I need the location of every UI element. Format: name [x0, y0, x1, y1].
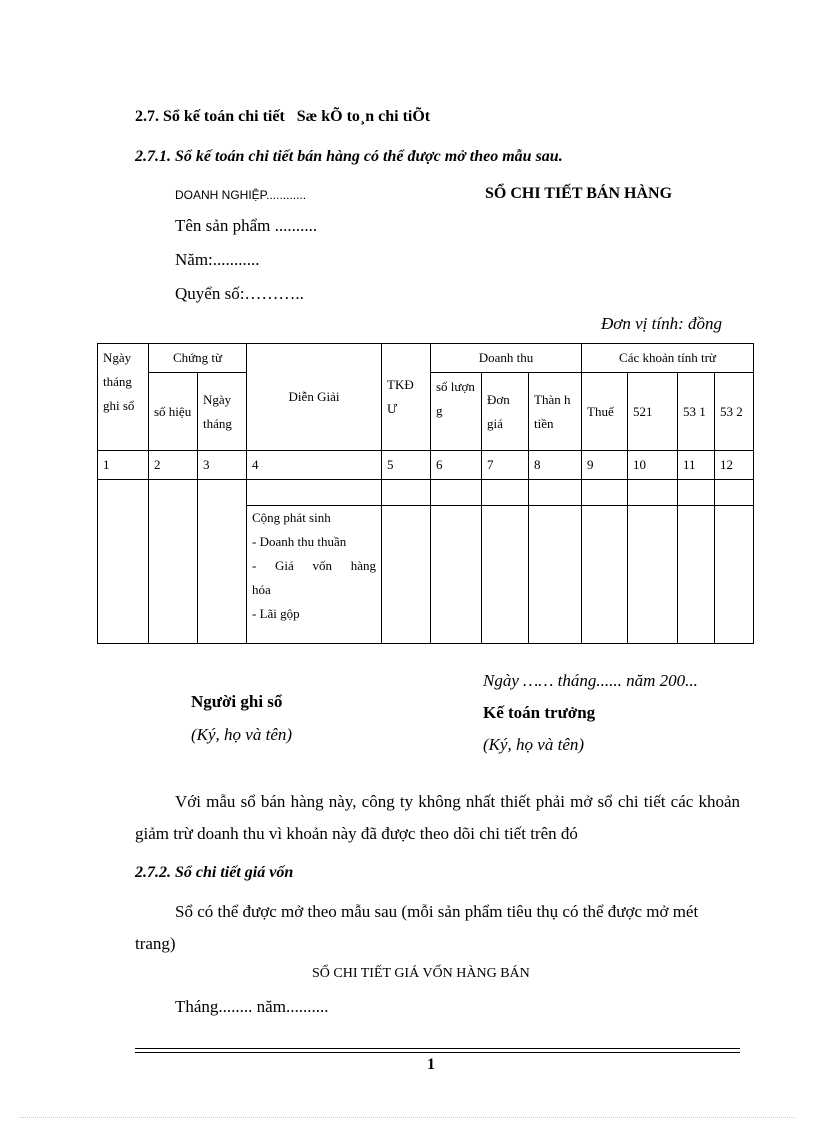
paragraph-2: Sổ có thể được mở theo mẫu sau (mỗi sản phẩm tiêu thụ có thể được mở mét trang): [135, 902, 699, 953]
cost-of-goods-cont: hóa: [252, 582, 271, 597]
col-number: 6: [431, 451, 482, 480]
year-line: Năm:...........: [175, 250, 260, 269]
summary-cell: [247, 506, 382, 644]
col-number: 1: [98, 451, 149, 480]
page-edge: [20, 1117, 796, 1118]
section-title-text: 2.7. Sổ kế toán chi tiết: [135, 108, 285, 125]
header-quantity: số lượn g: [431, 373, 482, 451]
col-number: 10: [628, 451, 678, 480]
col-number: 5: [382, 451, 431, 480]
header-description: Diễn Giải: [247, 344, 382, 451]
date-line: Ngày …… tháng...... năm 200...: [483, 671, 698, 690]
chief-accountant-title: Kế toán trưởng: [483, 703, 596, 722]
product-name-line: Tên sản phẩm ..........: [175, 216, 318, 235]
recorder-note: (Ký, họ và tên): [191, 725, 293, 744]
header-voucher-number: số hiệu: [149, 373, 198, 451]
footer-rule-top: [135, 1048, 740, 1049]
net-revenue: - Doanh thu thuần: [252, 534, 347, 549]
col-number: 2: [149, 451, 198, 480]
page-number: 1: [427, 1056, 435, 1073]
sales-ledger-table: [97, 343, 754, 644]
section-title: [135, 108, 430, 126]
gross-profit: - Lãi gộp: [252, 606, 300, 621]
footer-rule-bottom: [135, 1052, 740, 1053]
header-deductions: Các khoản tính trừ: [582, 344, 754, 373]
header-tax: Thuế: [582, 373, 628, 451]
cogs-ledger-period: Tháng........ năm..........: [175, 997, 329, 1016]
recorder-title: Người ghi sổ: [191, 692, 283, 711]
col-number: 8: [529, 451, 582, 480]
subsection-title-2: 2.7.2. Sổ chi tiết giá vốn: [135, 864, 294, 881]
header-amount: Thàn h tiền: [529, 373, 582, 451]
empty-entry-row: [98, 480, 754, 506]
section-title-garbled: Sæ kÕ to¸n chi tiÕt: [296, 108, 431, 125]
header-voucher-date: Ngày tháng: [198, 373, 247, 451]
col-number: 4: [247, 451, 382, 480]
header-531: 53 1: [678, 373, 715, 451]
header-521: 521: [628, 373, 678, 451]
total-arising: Cộng phát sinh: [252, 510, 331, 525]
unit-label: Đơn vị tính: đồng: [601, 314, 722, 333]
cogs-ledger-title: SỔ CHI TIẾT GIÁ VỐN HÀNG BÁN: [312, 966, 530, 981]
col-number: 3: [198, 451, 247, 480]
ledger-title: SỔ CHI TIẾT BÁN HÀNG: [485, 185, 673, 202]
col-number: 9: [582, 451, 628, 480]
paragraph-1: Với mẫu sổ bán hàng này, công ty không nhất thiết phải mở sổ chi tiết các khoản giảm trừ doanh thu vì khoản này đã được theo dõi chi tiết trên đó: [135, 792, 740, 843]
header-date: Ngày tháng ghi sổ: [98, 344, 149, 451]
header-revenue: Doanh thu: [431, 344, 582, 373]
cost-of-goods: - Giá vốn hàng: [252, 558, 376, 573]
col-number: 11: [678, 451, 715, 480]
col-number: 12: [715, 451, 754, 480]
header-532: 53 2: [715, 373, 754, 451]
header-account: TKĐ Ư: [382, 344, 431, 451]
header-voucher: Chứng từ: [149, 344, 247, 373]
book-number-line: Quyển số:………..: [175, 284, 304, 303]
subsection-title-1: 2.7.1. Sổ kế toán chi tiết bán hàng có thể được mở theo mẫu sau.: [135, 148, 563, 165]
header-unit-price: Đơn giá: [482, 373, 529, 451]
column-number-row: [98, 451, 754, 480]
col-number: 7: [482, 451, 529, 480]
company-label: DOANH NGHIỆP............: [175, 188, 307, 202]
chief-accountant-note: (Ký, họ và tên): [483, 735, 585, 754]
